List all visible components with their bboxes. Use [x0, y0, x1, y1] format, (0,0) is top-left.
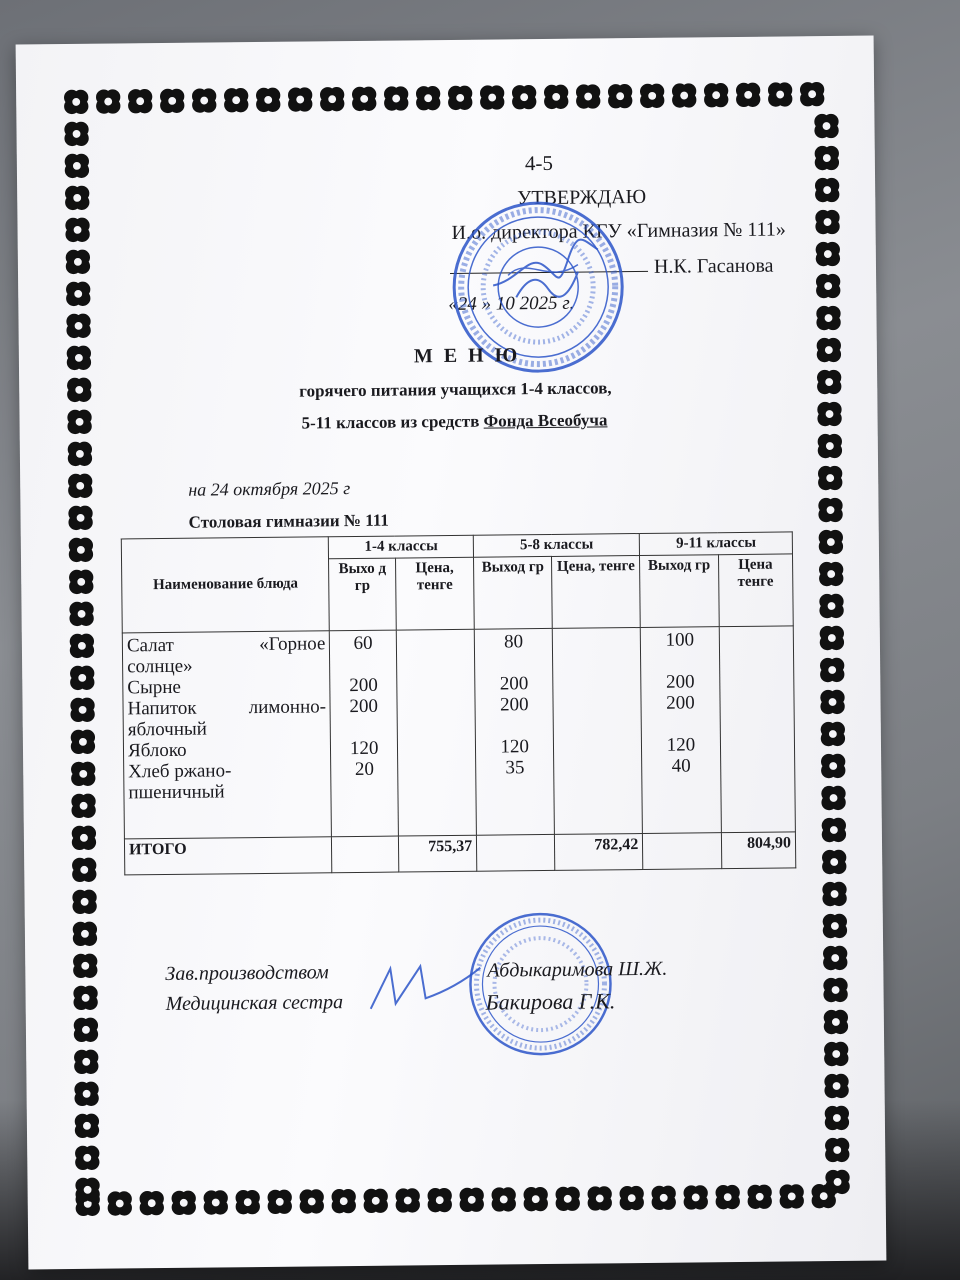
border-flower-ornament	[820, 626, 845, 651]
canteen-name: Столовая гимназии № 111	[188, 510, 389, 532]
border-flower-ornament	[818, 434, 843, 459]
border-flower-ornament	[816, 242, 841, 267]
director-name: Н.К. Гасанова	[653, 254, 774, 278]
border-flower-ornament	[818, 498, 843, 523]
menu-document-page	[16, 36, 887, 1270]
dish-4: Яблоко	[127, 739, 187, 762]
spacer	[480, 715, 549, 737]
border-flower-ornament	[427, 1188, 452, 1213]
medical-round-stamp	[465, 908, 617, 1060]
g1-out-2: 200	[349, 674, 378, 697]
border-flower-ornament	[288, 87, 313, 112]
group-header-1-4: 1-4 классы	[329, 535, 474, 559]
border-flower-ornament	[395, 1188, 420, 1213]
border-flower-ornament	[71, 794, 96, 819]
border-flower-ornament	[70, 666, 95, 691]
border-flower-ornament	[800, 82, 825, 107]
group-header-5-8: 5-8 классы	[473, 534, 639, 558]
menu-subtitle-line2	[301, 410, 607, 433]
border-flower-ornament	[825, 1138, 850, 1163]
total-row	[124, 832, 795, 875]
border-flower-ornament	[736, 83, 761, 108]
g1-total-price: 755,37	[398, 835, 477, 872]
border-flower-ornament	[384, 86, 409, 111]
border-flower-ornament	[107, 1191, 132, 1216]
approval-label: УТВЕРЖДАЮ	[517, 185, 647, 210]
border-flower-ornament	[491, 1187, 516, 1212]
border-flower-ornament	[69, 538, 94, 563]
border-flower-ornament	[512, 85, 537, 110]
border-flower-ornament	[459, 1188, 484, 1213]
border-flower-ornament	[75, 1178, 100, 1203]
border-flower-ornament	[825, 1106, 850, 1131]
border-flower-ornament	[704, 83, 729, 108]
border-flower-ornament	[67, 346, 92, 371]
border-flower-ornament	[67, 410, 92, 435]
dish-1-line-a: Салат «Горное	[126, 633, 326, 657]
border-flower-ornament	[363, 1189, 388, 1214]
g1-outputs-cell	[330, 630, 399, 837]
border-flower-ornament	[715, 1185, 740, 1210]
dish-1-line-b: солнце»	[127, 655, 193, 678]
g2-total-price: 782,42	[555, 834, 643, 871]
border-flower-ornament	[192, 88, 217, 113]
border-flower-ornament	[825, 1170, 850, 1195]
dish-2: Сырне	[127, 676, 182, 699]
border-flower-ornament	[128, 89, 153, 114]
border-flower-ornament	[814, 114, 839, 139]
border-flower-ornament	[824, 1074, 849, 1099]
nurse-role: Медицинская сестра	[165, 991, 344, 1016]
menu-date: на 24 октября 2025 г	[188, 478, 351, 500]
border-flower-ornament	[72, 826, 97, 851]
border-flower-ornament	[683, 1185, 708, 1210]
border-flower-ornament	[820, 690, 845, 715]
border-flower-ornament	[203, 1190, 228, 1215]
g3-price-header: Цена тенге	[718, 554, 793, 627]
border-flower-ornament	[824, 1042, 849, 1067]
nurse-name: Бакирова Г.К.	[485, 988, 616, 1015]
border-flower-ornament	[66, 282, 91, 307]
border-flower-ornament	[822, 882, 847, 907]
g3-out-4: 120	[666, 734, 696, 756]
menu-title: М Е Н Ю	[413, 344, 521, 368]
border-flower-ornament	[65, 186, 90, 211]
g3-out-1: 100	[665, 629, 695, 651]
border-flower-ornament	[66, 250, 91, 275]
g3-out-2: 200	[665, 671, 695, 693]
border-flower-ornament	[139, 1191, 164, 1216]
spacer	[479, 652, 548, 674]
dish-3-line-b: яблочный	[127, 718, 207, 741]
g3-out-5: 40	[671, 755, 691, 777]
group-header-9-11: 9-11 классы	[640, 532, 793, 556]
border-flower-ornament	[73, 922, 98, 947]
border-flower-ornament	[822, 850, 847, 875]
border-flower-ornament	[544, 85, 569, 110]
total-label: ИТОГО	[124, 837, 332, 875]
page-number: 4-5	[524, 150, 554, 176]
border-flower-ornament	[818, 466, 843, 491]
border-flower-ornament	[64, 90, 89, 115]
border-flower-ornament	[267, 1190, 292, 1215]
g2-prices-cell	[553, 628, 643, 835]
subtitle-prefix: 5-11 классов из средств	[301, 411, 484, 433]
g1-output-header: Выхо д гр	[329, 558, 396, 631]
nurse-signature	[365, 958, 486, 1019]
g3-total-price: 804,90	[721, 832, 796, 869]
dish-5-line-b: пшеничный	[128, 781, 225, 804]
border-flower-ornament	[640, 84, 665, 109]
border-flower-ornament	[823, 978, 848, 1003]
border-flower-ornament	[824, 1010, 849, 1035]
menu-subtitle-line1: горячего питания учащихся 1-4 классов,	[299, 378, 612, 401]
border-flower-ornament	[820, 658, 845, 683]
border-flower-ornament	[68, 474, 93, 499]
dish-3-line-a: Напиток лимонно-	[127, 696, 327, 720]
border-flower-ornament	[69, 570, 94, 595]
border-flower-ornament	[815, 146, 840, 171]
border-flower-ornament	[608, 84, 633, 109]
g2-out-1: 80	[504, 631, 524, 653]
border-flower-ornament	[75, 1146, 100, 1171]
border-flower-ornament	[821, 786, 846, 811]
dish-column-header: Наименование блюда	[121, 537, 329, 633]
spacer	[335, 717, 393, 739]
border-flower-ornament	[448, 86, 473, 111]
border-flower-ornament	[69, 602, 94, 627]
menu-table	[121, 531, 796, 875]
g1-total-output	[332, 836, 399, 873]
border-flower-ornament	[65, 218, 90, 243]
border-flower-ornament	[73, 954, 98, 979]
g3-out-3: 200	[666, 692, 695, 714]
border-flower-ornament	[72, 858, 97, 883]
g3-output-header: Выход гр	[640, 555, 719, 628]
border-flower-ornament	[817, 402, 842, 427]
border-flower-ornament	[779, 1184, 804, 1209]
g2-total-output	[477, 834, 556, 871]
border-flower-ornament	[816, 306, 841, 331]
border-flower-ornament	[68, 506, 93, 531]
border-flower-ornament	[68, 442, 93, 467]
border-flower-ornament	[74, 1082, 99, 1107]
border-flower-ornament	[299, 1189, 324, 1214]
approval-date: «24 » 10 2025 г.	[448, 292, 575, 316]
border-flower-ornament	[768, 82, 793, 107]
g2-out-2: 200	[499, 673, 529, 695]
border-flower-ornament	[320, 87, 345, 112]
spacer	[646, 713, 715, 735]
border-flower-ornament	[815, 210, 840, 235]
border-flower-ornament	[171, 1191, 196, 1216]
border-flower-ornament	[352, 87, 377, 112]
g1-out-4: 120	[349, 737, 379, 760]
g2-out-4: 120	[500, 736, 530, 758]
border-flower-ornament	[817, 338, 842, 363]
border-flower-ornament	[74, 1018, 99, 1043]
border-flower-ornament	[815, 178, 840, 203]
border-flower-ornament	[816, 274, 841, 299]
border-flower-ornament	[66, 314, 91, 339]
border-flower-ornament	[224, 88, 249, 113]
border-flower-ornament	[619, 1186, 644, 1211]
table-row	[122, 626, 795, 839]
border-flower-ornament	[65, 154, 90, 179]
border-flower-ornament	[576, 84, 601, 109]
border-flower-ornament	[70, 698, 95, 723]
director-signature	[488, 234, 609, 295]
border-flower-ornament	[823, 946, 848, 971]
spacer	[334, 654, 392, 676]
g3-total-output	[643, 833, 722, 870]
border-flower-ornament	[235, 1190, 260, 1215]
director-title: И.о. директора КГУ «Гимназия № 111»	[451, 218, 786, 244]
border-flower-ornament	[64, 122, 89, 147]
g2-outputs-cell	[474, 628, 554, 835]
border-flower-ornament	[821, 722, 846, 747]
g2-price-header: Цена, тенге	[552, 556, 641, 629]
border-flower-ornament	[416, 86, 441, 111]
g3-prices-cell	[719, 626, 796, 833]
border-flower-ornament	[71, 730, 96, 755]
g2-out-5: 35	[505, 757, 525, 779]
g2-output-header: Выход гр	[474, 556, 553, 629]
border-flower-ornament	[73, 986, 98, 1011]
g2-out-3: 200	[499, 694, 529, 716]
border-flower-ornament	[67, 378, 92, 403]
border-flower-ornament	[331, 1189, 356, 1214]
production-manager-role: Зав.производством	[165, 961, 329, 986]
g1-price-header: Цена, тенге	[395, 557, 474, 630]
border-flower-ornament	[587, 1186, 612, 1211]
g1-out-1: 60	[353, 632, 373, 655]
dish-names-cell	[122, 631, 332, 839]
spacer	[645, 650, 714, 672]
border-flower-ornament	[72, 890, 97, 915]
border-flower-ornament	[71, 762, 96, 787]
g1-prices-cell	[396, 629, 476, 836]
fund-name: Фонда Всеобуча	[483, 410, 608, 431]
g3-outputs-cell	[641, 627, 721, 834]
dish-5-line-a: Хлеб ржано-	[128, 760, 232, 783]
g1-out-5: 20	[354, 758, 375, 781]
border-flower-ornament	[819, 530, 844, 555]
border-flower-ornament	[819, 562, 844, 587]
border-flower-ornament	[821, 754, 846, 779]
border-flower-ornament	[822, 818, 847, 843]
border-flower-ornament	[75, 1114, 100, 1139]
border-flower-ornament	[96, 89, 121, 114]
border-flower-ornament	[672, 83, 697, 108]
g1-out-3: 200	[349, 695, 379, 718]
border-flower-ornament	[480, 85, 505, 110]
border-flower-ornament	[70, 634, 95, 659]
border-flower-ornament	[819, 594, 844, 619]
border-flower-ornament	[523, 1187, 548, 1212]
border-flower-ornament	[823, 914, 848, 939]
border-flower-ornament	[160, 89, 185, 114]
border-flower-ornament	[817, 370, 842, 395]
border-flower-ornament	[651, 1186, 676, 1211]
border-flower-ornament	[74, 1050, 99, 1075]
border-flower-ornament	[747, 1185, 772, 1210]
border-flower-ornament	[555, 1187, 580, 1212]
production-manager-name: Абдыкаримова Ш.Ж.	[487, 957, 668, 982]
border-flower-ornament	[256, 88, 281, 113]
